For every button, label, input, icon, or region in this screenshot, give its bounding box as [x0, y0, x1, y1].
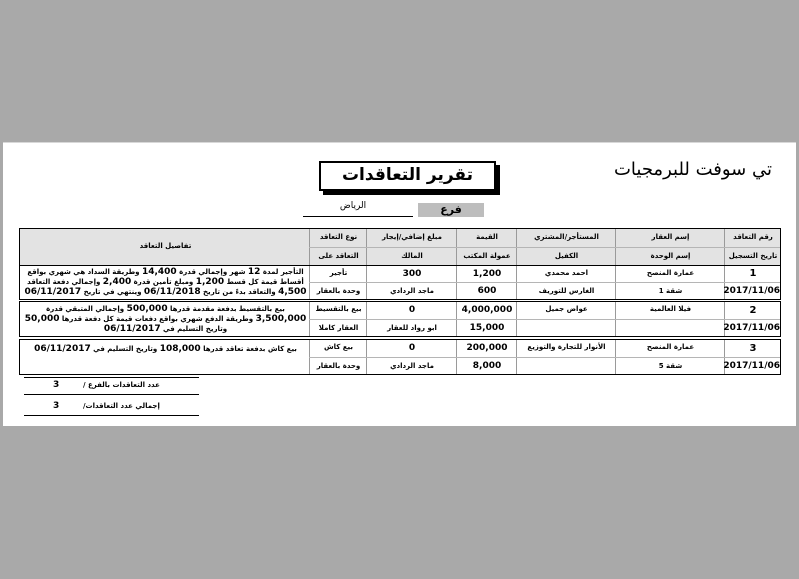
summary-divider	[24, 394, 199, 395]
unit-name: شقة 1	[658, 287, 683, 295]
summary-divider	[24, 377, 199, 378]
header-reg-date: تاريخ التسجيل	[728, 252, 778, 260]
tenant-name: احمد محمدي	[544, 269, 589, 277]
contract-type: تأجير	[329, 269, 348, 277]
owner-name: ماجد الردادي	[390, 287, 434, 295]
contract-type: بيع كاش	[323, 343, 354, 351]
branch-value: الرياض	[339, 201, 367, 211]
total-count-label: إجمالي عدد التعاقدات/	[83, 402, 160, 410]
contract-value: 200,000	[466, 343, 508, 353]
contract-value: 4,000,000	[461, 305, 513, 315]
contract-on: وحدة بالعقار	[316, 287, 361, 295]
company-name: تي سوفت للبرمجيات	[613, 159, 772, 180]
branch-underline	[303, 216, 413, 217]
extra-amount: 0	[408, 343, 416, 353]
owner-name: ماجد الردادي	[390, 362, 434, 370]
contract-value: 1,200	[472, 269, 502, 279]
header-contract-type: نوع التعاقد	[319, 233, 358, 241]
contract-no: 1	[749, 268, 757, 279]
contract-details: بيع بالتقسيط بدفعة مقدمة قدرها 500,000 وإجمالي المتبقي قدرة 3,500,000 وطريقة الدفع شهري بواقع دفعات قيمة كل دفعة قدرها 50,000 وتاريخ التسليم في 06/11/2017	[24, 304, 307, 334]
table-header	[19, 228, 781, 266]
header-unit: إسم الوحدة	[650, 252, 691, 260]
reg-date: 2017/11/06	[723, 323, 780, 333]
property-name: عمارة المنصح	[646, 343, 695, 351]
branch-label: فرع	[418, 203, 484, 217]
table-row	[19, 301, 781, 337]
tenant-name: عواض جميل	[545, 305, 588, 313]
report-page	[3, 142, 796, 426]
report-title: تقرير التعاقدات	[319, 161, 496, 191]
header-contract-no: رقم التعاقد	[733, 233, 773, 241]
guarantor-name: الغارس للتوريف	[538, 287, 595, 295]
property-name: فيلا العالمية	[649, 305, 692, 313]
header-guarantor: الكفيل	[554, 252, 579, 260]
summary-divider	[24, 415, 199, 416]
header-extra: مبلغ إضافي/إيجار	[381, 233, 442, 241]
table-row	[19, 339, 781, 375]
contract-on: وحدة بالعقار	[316, 362, 361, 370]
contract-type: بيع بالتقسيط	[315, 305, 362, 313]
owner-name: ابو رواد للعقار	[387, 324, 437, 332]
unit-name: شقة 5	[658, 362, 683, 370]
contract-no: 2	[749, 305, 757, 316]
header-commission: عمولة المكتب	[463, 252, 511, 260]
contract-details: بيع كاش بدفعة تعاقد قدرها 108,000 وتاريخ التسليم في 06/11/2017	[34, 344, 297, 354]
total-count-value: 3	[53, 401, 60, 411]
header-value: القيمة	[476, 233, 498, 241]
tenant-name: الأنوار للتجارة والتوزيع	[527, 343, 606, 351]
extra-amount: 0	[408, 305, 416, 315]
property-name: عمارة المنصح	[646, 269, 695, 277]
office-commission: 8,000	[472, 361, 502, 371]
header-details: تفاصيل التعاقد	[139, 242, 192, 250]
header-contract-on: التعاقد على	[318, 252, 359, 260]
reg-date: 2017/11/06	[723, 361, 780, 371]
header-owner: المالك	[401, 252, 423, 260]
table-row	[19, 265, 781, 300]
header-tenant: المستأجر/المشتري	[534, 233, 599, 241]
office-commission: 15,000	[469, 323, 505, 333]
branch-count-label: عدد التعاقدات بالفرع /	[83, 381, 160, 389]
contract-on: العقار كاملا	[318, 324, 359, 332]
contract-no: 3	[749, 343, 757, 354]
office-commission: 600	[477, 286, 497, 296]
reg-date: 2017/11/06	[723, 286, 780, 296]
contract-details: التأجير لمدة 12 شهر وإجمالي قدرة 14,400 وطريقة السداد هي شهري بواقع أقساط قيمة كل قسط 1,200 ومبلغ تأمين قدرة 2,400 وإجمالي دفعة التعاقد 4,500 والتعاقد بدءً من تاريخ 06/11/2018 وينتهي في تاريخ 06/11/2017	[24, 267, 307, 297]
branch-count-value: 3	[53, 380, 60, 390]
header-property: إسم العقار	[651, 233, 690, 241]
extra-amount: 300	[402, 269, 422, 279]
